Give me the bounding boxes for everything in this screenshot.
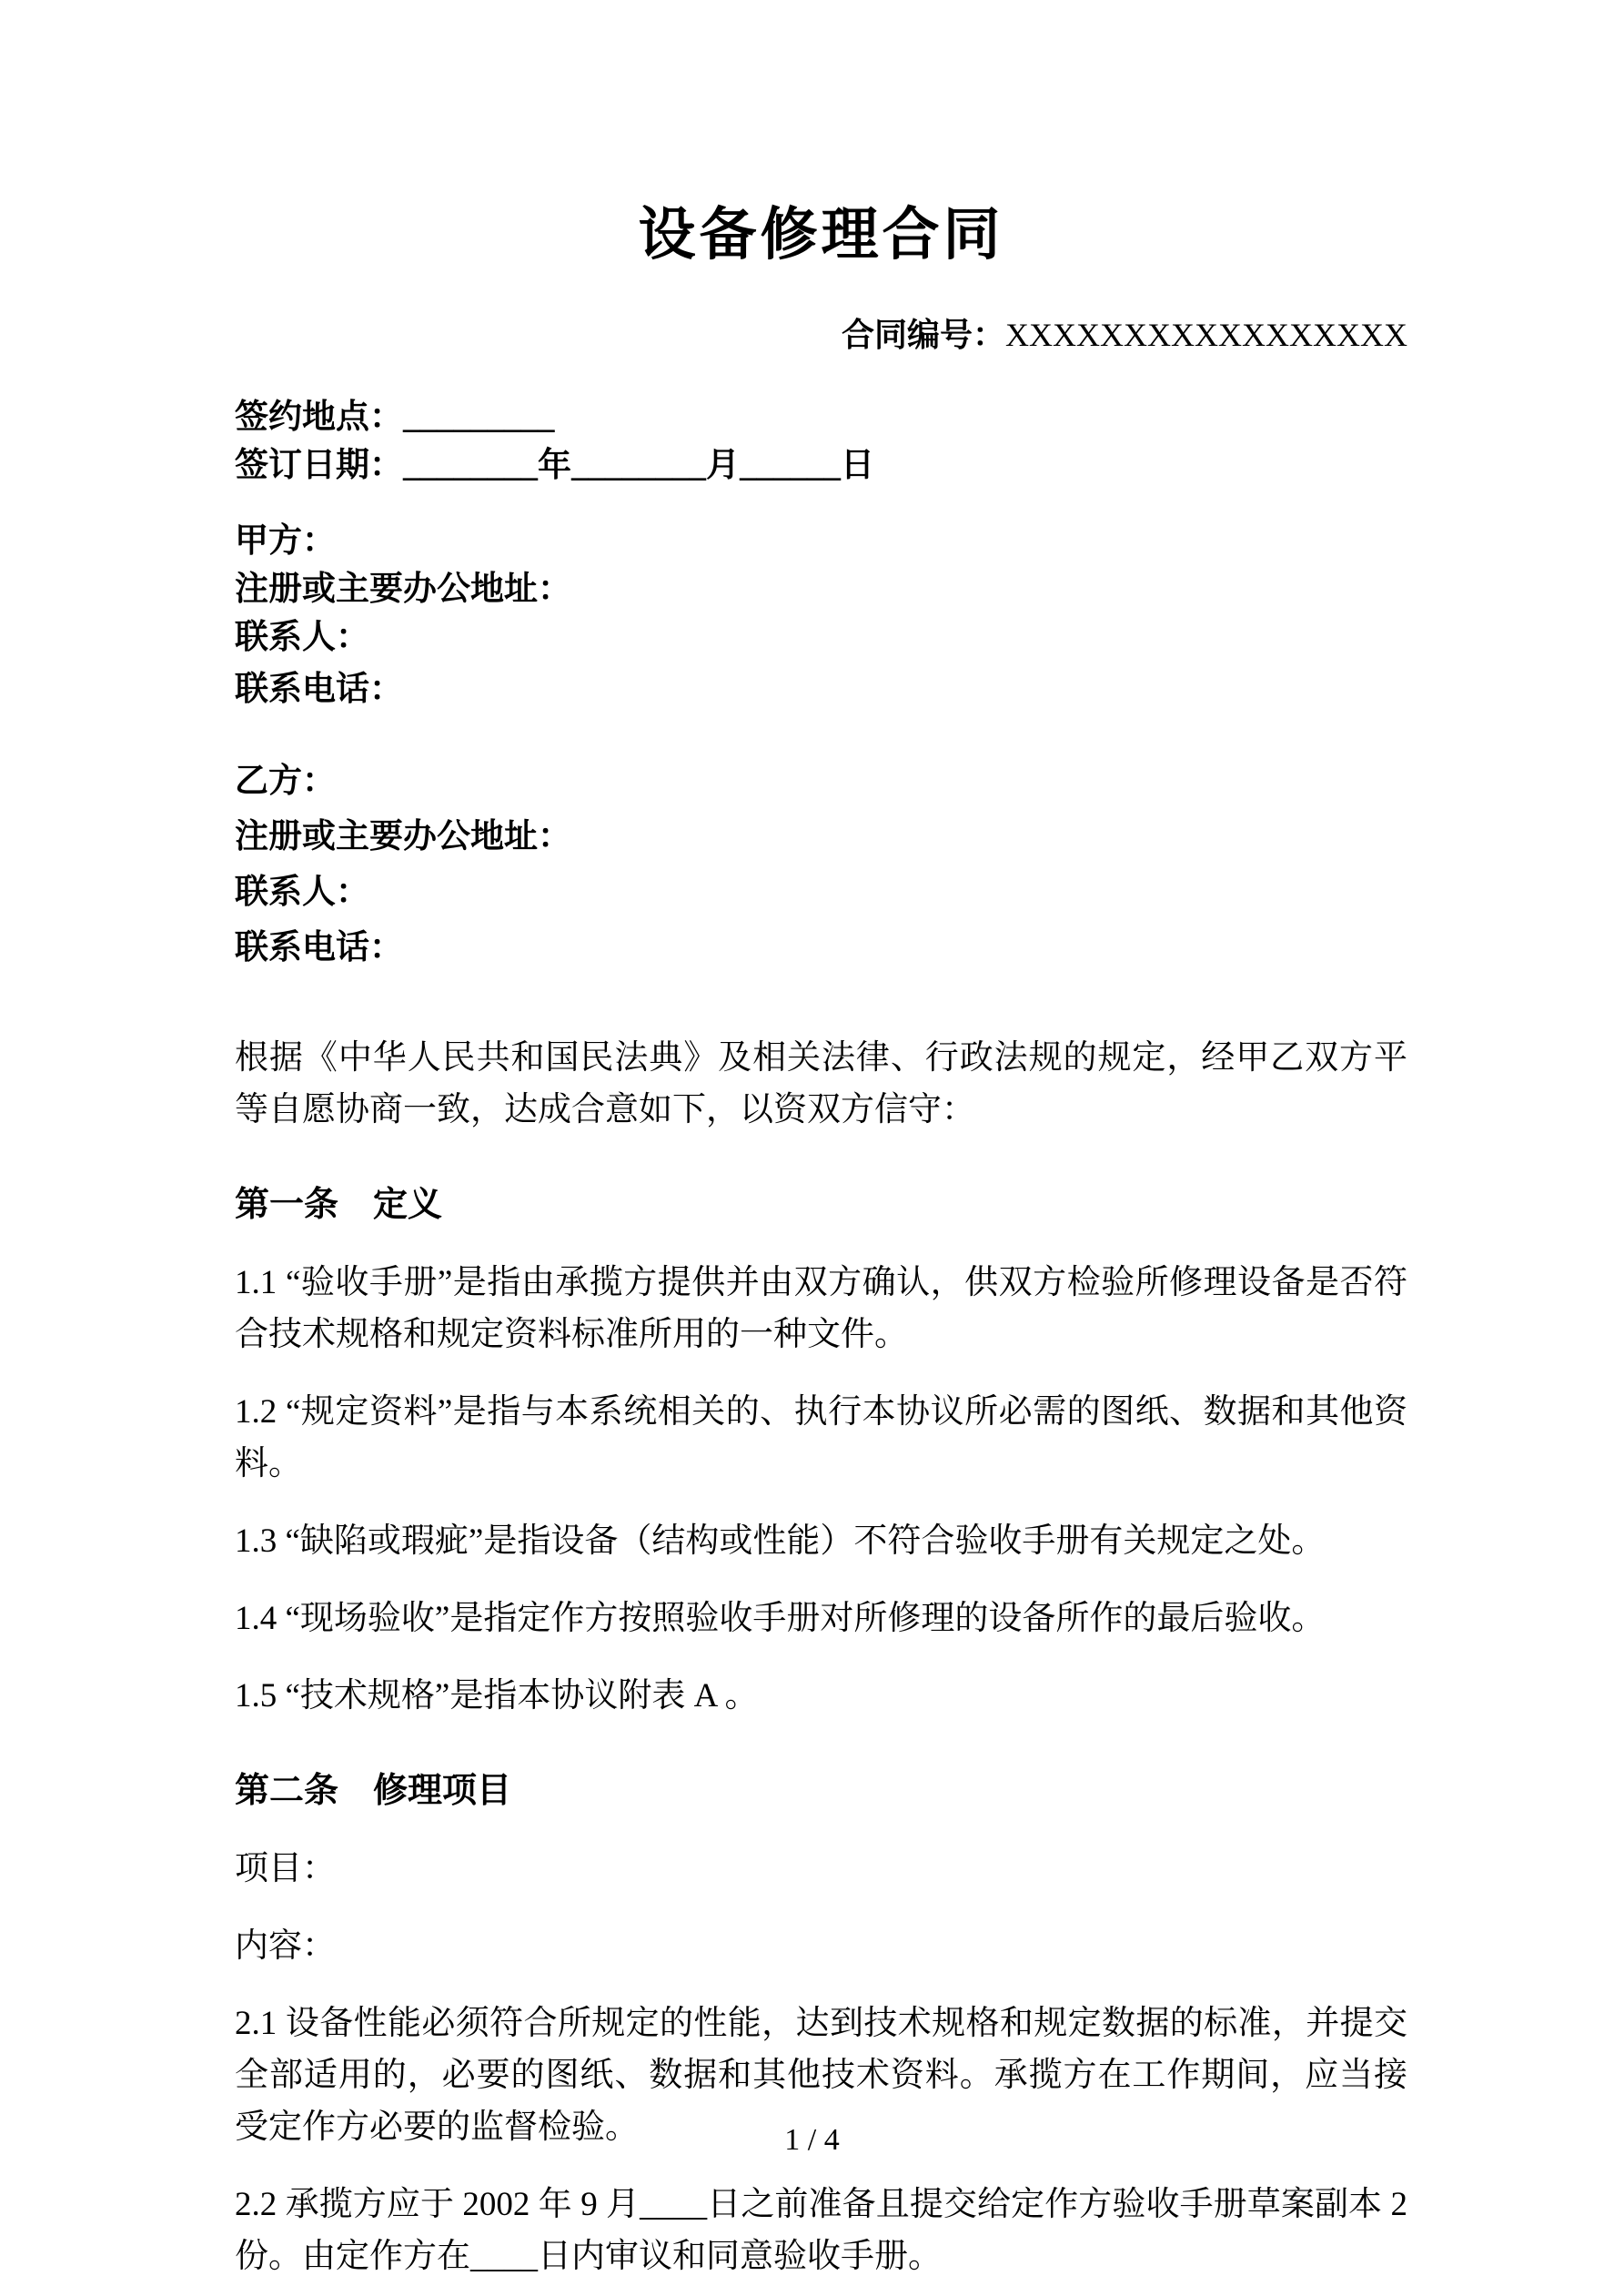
content-label-line: 内容：	[235, 1927, 336, 1965]
clause-1-4: 1.4 “现场验收”是指定作方按照验收手册对所修理的设备所作的最后验收。	[235, 1600, 1326, 1637]
party-b-address-label: 注册或主要办公地址：	[235, 818, 571, 855]
signing-location-line	[235, 393, 1407, 441]
party-a-phone-label: 联系电话：	[235, 671, 403, 708]
party-a-contact-label: 联系人：	[235, 619, 369, 656]
signing-date-month-suffix: 月	[706, 447, 740, 484]
signing-date-day-blank: ______	[740, 447, 841, 484]
article-2-heading: 第二条 修理项目	[235, 1772, 512, 1810]
signing-date-month-blank: ________	[571, 447, 706, 484]
contract-number-value: XXXXXXXXXXXXXXXXX	[1005, 317, 1407, 353]
signing-location-label: 签约地点：	[235, 399, 403, 436]
signing-date-day-suffix: 日	[841, 447, 874, 484]
document-title: 设备修理合同	[638, 203, 1004, 267]
party-b-phone-label: 联系电话：	[235, 929, 403, 966]
clause-1-3: 1.3 “缺陷或瑕疵”是指设备（结构或性能）不符合验收手册有关规定之处。	[235, 1522, 1326, 1560]
party-b-name-label: 乙方：	[235, 763, 336, 800]
signing-info-block	[235, 393, 1407, 490]
page-number-footer: 1 / 4	[784, 2123, 840, 2157]
signing-date-line	[235, 441, 1407, 490]
signing-date-year-suffix: 年	[538, 447, 571, 484]
signing-location-blank: _________	[403, 399, 555, 436]
project-label-line: 项目：	[235, 1850, 336, 1887]
party-b-contact-label: 联系人：	[235, 874, 369, 911]
preamble-paragraph: 根据《中华人民共和国民法典》及相关法律、行政法规的规定，经甲乙双方平等自愿协商一致，达成合意如下，以资双方信守：	[235, 1039, 1407, 1128]
clause-2-2: 2.2 承揽方应于 2002 年 9 月____日之前准备且提交给定作方验收手册草案副本 2 份。由定作方在____日内审议和同意验收手册。	[235, 2186, 1407, 2275]
party-a-block	[235, 517, 1407, 713]
clause-2-1: 2.1 设备性能必须符合所规定的性能，达到技术规格和规定数据的标准，并提交全部适用的，必要的图纸、数据和其他技术资料。承揽方在工作期间，应当接受定作方必要的监督检验。	[235, 2005, 1407, 2146]
clause-1-5: 1.5 “技术规格”是指本协议附表 A 。	[235, 1677, 759, 1714]
party-a-name-label: 甲方：	[235, 522, 336, 560]
signing-date-label: 签订日期：	[235, 447, 403, 484]
article-1-heading: 第一条 定义	[235, 1186, 443, 1224]
contract-number-label: 合同编号：	[842, 317, 1006, 353]
party-b-block	[235, 754, 1407, 976]
clause-1-1: 1.1 “验收手册”是指由承揽方提供并由双方确认，供双方检验所修理设备是否符合技术规格和规定资料标准所用的一种文件。	[235, 1264, 1407, 1353]
signing-date-year-blank: ________	[403, 447, 538, 484]
clause-1-2: 1.2 “规定资料”是指与本系统相关的、执行本协议所必需的图纸、数据和其他资料。	[235, 1393, 1407, 1482]
contract-number-line	[235, 313, 1407, 357]
party-a-address-label: 注册或主要办公地址：	[235, 571, 571, 608]
